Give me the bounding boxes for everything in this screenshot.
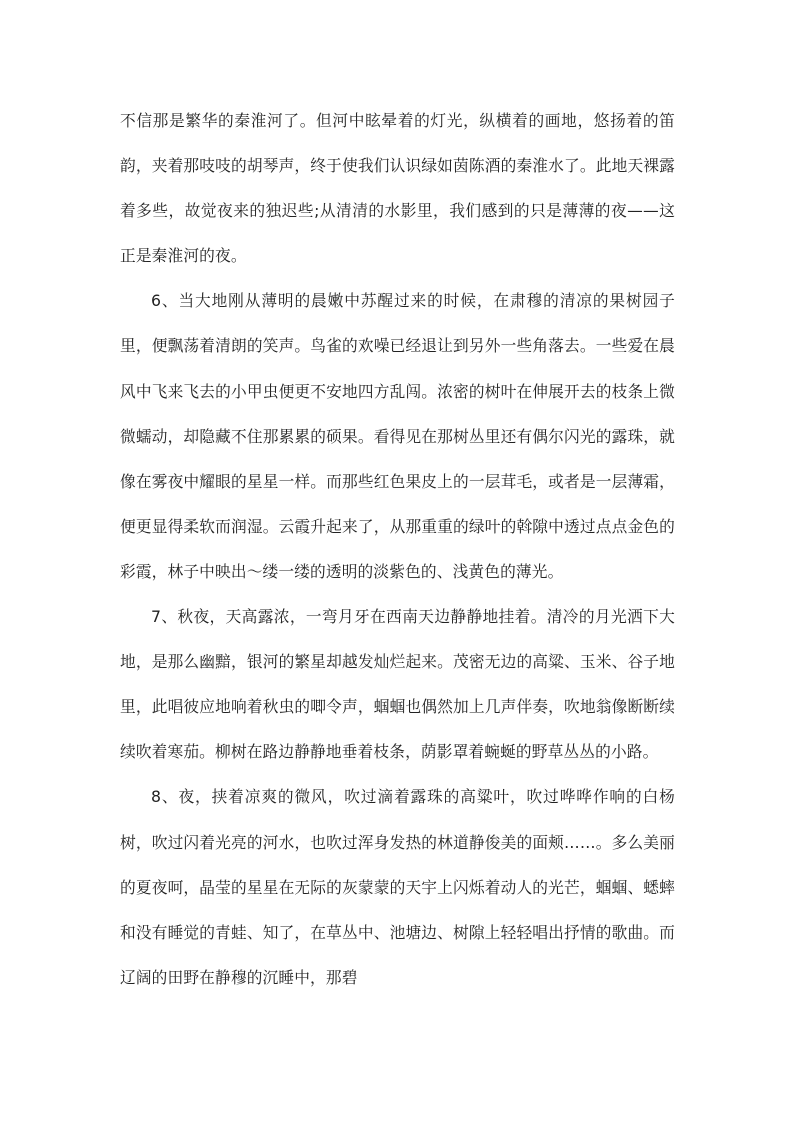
paragraph-6: 6、当大地刚从薄明的晨嫩中苏醒过来的时候，在肃穆的清凉的果树园子里，便飘荡着清朗的笑声。鸟雀的欢噪已经退让到另外一些角落去。一些爱在晨风中飞来飞去的小甲虫便更不安地四方乱闯。浓密的树叶在伸展开去的枝条上微微蠕动，却隐藏不住那累累的硕果。看得见在那树丛里还有偶尔闪光的露珠，就像在雾夜中耀眼的星星一样。而那些红色果皮上的一层茸毛，或者是一层薄霜，便更显得柔软而润湿。云霞升起来了，从那重重的绿叶的斡隙中透过点点金色的彩霞，林子中映出～缕一缕的透明的淡紫色的、浅黄色的薄光。 bbox=[120, 291, 675, 581]
document-body bbox=[120, 98, 675, 1000]
paragraph-7: 7、秋夜，天高露浓，一弯月牙在西南天边静静地挂着。清冷的月光洒下大地，是那么幽黯，银河的繁星却越发灿烂起来。茂密无边的高粱、玉米、谷子地里，此唱彼应地响着秋虫的唧令声，蝈蝈也偶然加上几声伴奏，吹地翁像断断续续吹着寒茄。柳树在路边静静地垂着枝条，荫影罩着蜿蜒的野草丛丛的小路。 bbox=[120, 607, 675, 762]
paragraph-intro: 不信那是繁华的秦淮河了。但河中眩晕着的灯光，纵横着的画地，悠扬着的笛韵，夹着那吱吱的胡琴声，终于使我们认识绿如茵陈酒的秦淮水了。此地天裸露着多些，故觉夜来的独迟些;从清清的水影里，我们感到的只是薄薄的夜——这正是秦淮河的夜。 bbox=[120, 111, 675, 266]
paragraph-8: 8、夜，挟着凉爽的微风，吹过滴着露珠的高粱叶，吹过哗哗作响的白杨树，吹过闪着光亮的河水，也吹过浑身发热的林道静俊美的面颊……。多么美丽的夏夜呵，晶莹的星星在无际的灰蒙蒙的天宇上闪烁着动人的光芒，蝈蝈、蟋蟀和没有睡觉的青蛙、知了，在草丛中、池塘边、树隙上轻轻唱出抒情的歌曲。而辽阔的田野在静穆的沉睡中，那碧 bbox=[120, 787, 675, 987]
